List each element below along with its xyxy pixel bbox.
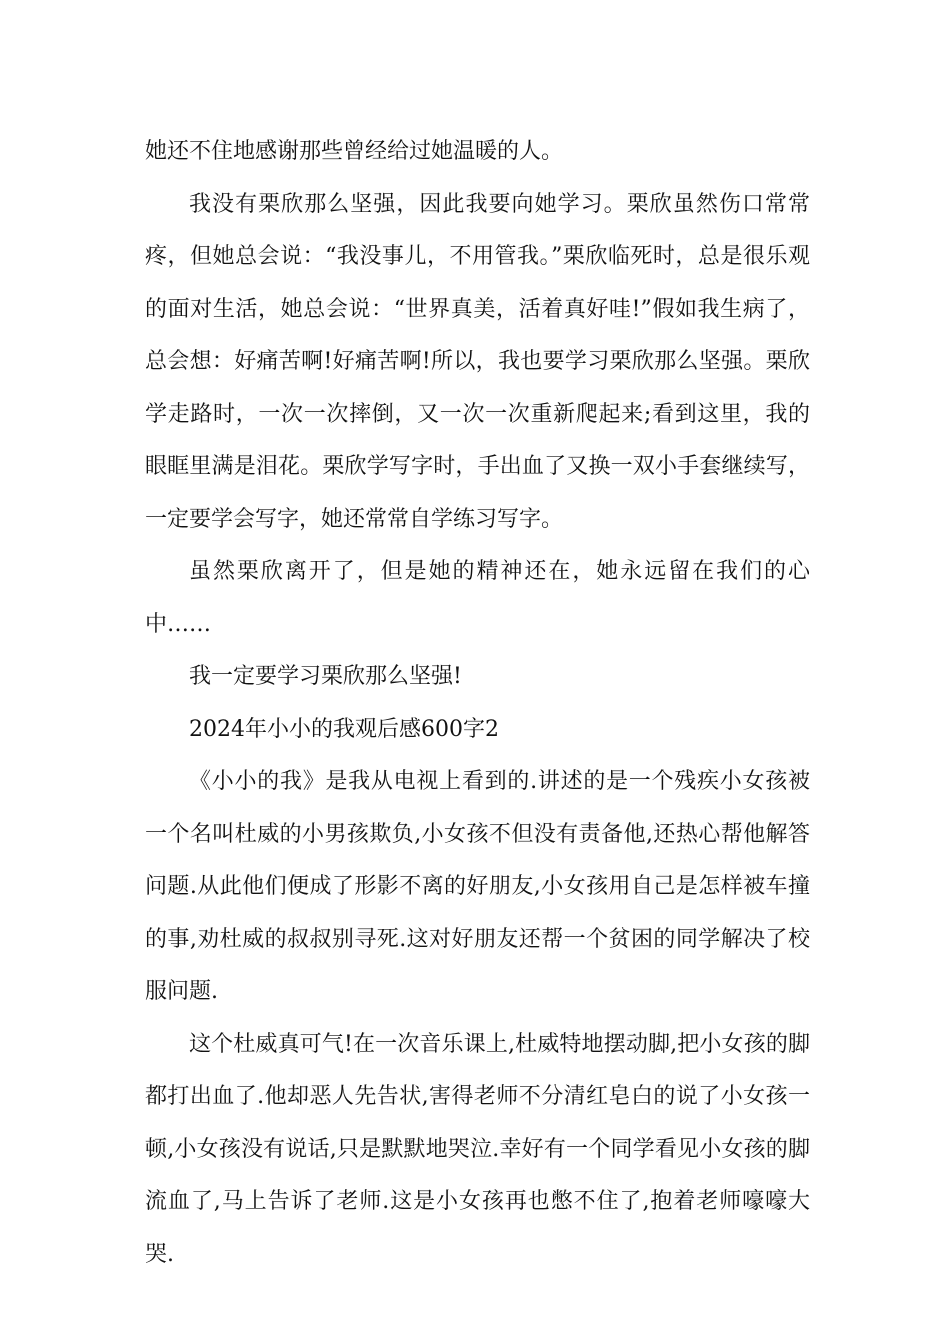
- section-heading: 2024年小小的我观后感600字2: [189, 716, 499, 742]
- paragraph-4: 我一定要学习栗欣那么坚强!: [189, 664, 462, 689]
- document-body: [145, 126, 810, 1281]
- paragraph-2: 我没有栗欣那么坚强，因此我要向她学习。栗欣虽然伤口常常疼，但她总会说：“我没事儿，不用管我。”栗欣临死时，总是很乐观的面对生活，她总会说：“世界真美，活着真好哇!”假如我生病了，总会想：好痛苦啊!好痛苦啊!所以，我也要学习栗欣那么坚强。栗欣学走路时，一次一次摔倒，又一次一次重新爬起来;看到这里，我的眼眶里满是泪花。栗欣学写字时，手出血了又换一双小手套继续写，一定要学会写字，她还常常自学练习写字。: [145, 191, 810, 532]
- paragraph-1: 她还不住地感谢那些曾经给过她温暖的人。: [145, 139, 564, 164]
- paragraph-6: 《小小的我》是我从电视上看到的.讲述的是一个残疾小女孩被一个名叫杜威的小男孩欺负,小女孩不但没有责备他,还热心帮他解答问题.从此他们便成了形影不离的好朋友,小女孩用自己是怎样被车撞的事,劝杜威的叔叔别寻死.这对好朋友还帮一个贫困的同学解决了校服问题.: [145, 769, 810, 1004]
- paragraph-3: 虽然栗欣离开了，但是她的精神还在，她永远留在我们的心中……: [145, 559, 810, 637]
- paragraph-7: 这个杜威真可气!在一次音乐课上,杜威特地摆动脚,把小女孩的脚都打出血了.他却恶人先告状,害得老师不分清红皂白的说了小女孩一顿,小女孩没有说话,只是默默地哭泣.幸好有一个同学看见小女孩的脚流血了,马上告诉了老师.这是小女孩再也憋不住了,抱着老师嚎嚎大哭.: [145, 1031, 810, 1267]
